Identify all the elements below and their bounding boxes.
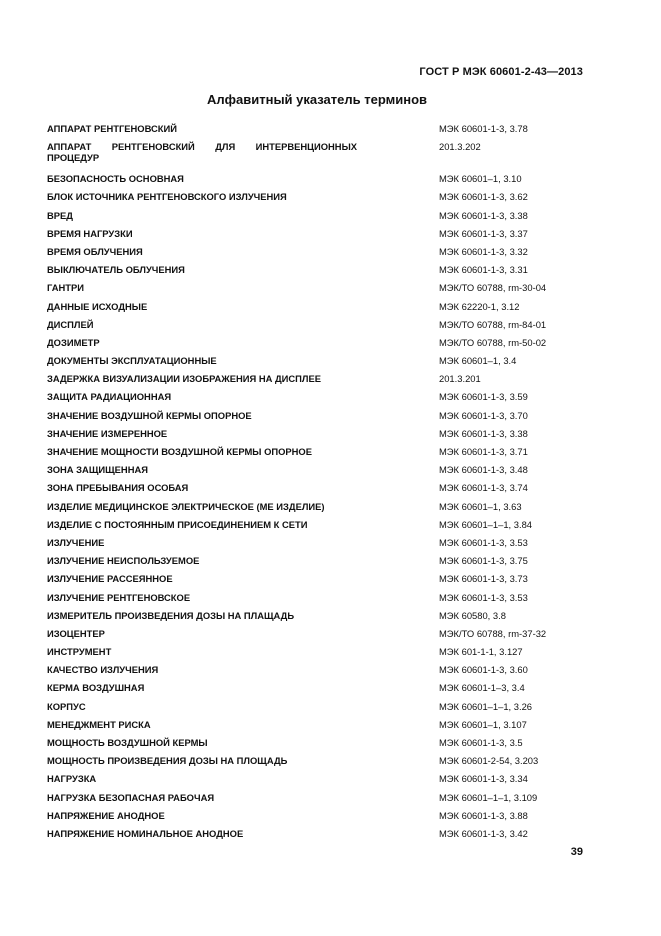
index-term: ДОКУМЕНТЫ ЭКСПЛУАТАЦИОННЫЕ (47, 355, 217, 367)
index-term: ИЗЛУЧЕНИЕ РАССЕЯННОЕ (47, 573, 173, 585)
index-reference: МЭК 60601–1, 3.63 (439, 500, 522, 512)
index-term: ВРЕД (47, 209, 73, 221)
index-entry (47, 789, 587, 807)
index-entry (47, 716, 587, 734)
index-reference: МЭК 60601-1-3, 3.88 (439, 809, 528, 821)
index-entry (47, 807, 587, 825)
index-term: БЛОК ИСТОЧНИКА РЕНТГЕНОВСКОГО ИЗЛУЧЕНИЯ (47, 191, 287, 203)
document-header: ГОСТ Р МЭК 60601-2-43—2013 (419, 66, 583, 78)
term-index-list (47, 120, 587, 843)
index-reference: МЭК 60601-1-3, 3.38 (439, 427, 528, 439)
index-reference: МЭК 60601–1–1, 3.84 (439, 518, 532, 530)
index-term: НАГРУЗКА БЕЗОПАСНАЯ РАБОЧАЯ (47, 791, 215, 803)
index-entry (47, 138, 587, 170)
index-entry (47, 661, 587, 679)
index-reference: 201.3.202 (439, 141, 481, 153)
index-term: НАПРЯЖЕНИЕ АНОДНОЕ (47, 809, 165, 821)
index-reference: МЭК/ТО 60788, rm-30-04 (439, 282, 547, 294)
index-reference: МЭК 60601-1-3, 3.75 (439, 555, 528, 567)
index-entry (47, 243, 587, 261)
index-entry (47, 552, 587, 570)
index-reference: МЭК 601-1-1, 3.127 (439, 646, 523, 658)
index-term: НАГРУЗКА (47, 773, 97, 785)
index-term: ЗАДЕРЖКА ВИЗУАЛИЗАЦИИ ИЗОБРАЖЕНИЯ НА ДИСПЛЕЕ (47, 373, 321, 385)
index-term: КАЧЕСТВО ИЗЛУЧЕНИЯ (47, 664, 159, 676)
index-entry (47, 679, 587, 697)
index-reference: МЭК 60601-1-3, 3.31 (439, 264, 528, 276)
index-reference: МЭК 60601–1, 3.107 (439, 718, 527, 730)
index-reference: МЭК 60601-2-54, 3.203 (439, 755, 539, 767)
index-term: ИЗЛУЧЕНИЕ НЕИСПОЛЬЗУЕМОЕ (47, 555, 200, 567)
index-reference: МЭК 60601-1-3, 3.5 (439, 737, 523, 748)
index-entry (47, 589, 587, 607)
index-term: КЕРМА ВОЗДУШНАЯ (47, 682, 145, 694)
index-term: ЗНАЧЕНИЕ ВОЗДУШНОЙ КЕРМЫ ОПОРНОЕ (47, 409, 252, 421)
index-term: МОЩНОСТЬ ПРОИЗВЕДЕНИЯ ДОЗЫ НА ПЛОЩАДЬ (47, 755, 288, 767)
index-reference: МЭК 60601-1-3, 3.71 (439, 446, 528, 457)
index-entry (47, 443, 587, 461)
index-term: АППАРАТ РЕНТГЕНОВСКИЙ (47, 123, 177, 134)
index-term: ДОЗИМЕТР (47, 336, 100, 348)
index-entry (47, 334, 587, 352)
index-term: ИЗЛУЧЕНИЕ РЕНТГЕНОВСКОЕ (47, 591, 191, 603)
index-entry (47, 734, 587, 752)
index-term: АППАРАТ РЕНТГЕНОВСКИЙ ДЛЯ ИНТЕРВЕНЦИОННЫХ ПРОЦЕДУР (47, 141, 357, 164)
index-term: МОЩНОСТЬ ВОЗДУШНОЙ КЕРМЫ (47, 737, 208, 748)
index-entry (47, 388, 587, 406)
index-reference: МЭК/ТО 60788, rm-50-02 (439, 336, 547, 348)
index-term: ВРЕМЯ НАГРУЗКИ (47, 227, 133, 239)
index-reference: МЭК 60601-1–3, 3.4 (439, 682, 525, 694)
index-term: ЗОНА ЗАЩИЩЕННАЯ (47, 464, 148, 476)
index-entry (47, 770, 587, 788)
index-entry (47, 370, 587, 388)
index-reference: МЭК 60580, 3.8 (439, 609, 506, 621)
index-term: НАПРЯЖЕНИЕ НОМИНАЛЬНОЕ АНОДНОЕ (47, 827, 244, 839)
index-entry (47, 607, 587, 625)
index-reference: МЭК 60601–1–1, 3.109 (439, 791, 538, 803)
index-entry (47, 298, 587, 316)
index-term: ЗАЩИТА РАДИАЦИОННАЯ (47, 391, 172, 403)
index-term: ИЗМЕРИТЕЛЬ ПРОИЗВЕДЕНИЯ ДОЗЫ НА ПЛАЩАДЬ (47, 609, 295, 621)
index-reference: МЭК 60601–1–1, 3.26 (439, 700, 532, 712)
page-number: 39 (570, 846, 583, 858)
index-term: ДИСПЛЕЙ (47, 318, 94, 330)
index-entry (47, 425, 587, 443)
index-term: ЗНАЧЕНИЕ ИЗМЕРЕННОЕ (47, 427, 168, 439)
index-entry (47, 752, 587, 770)
index-reference: МЭК 60601-1-3, 3.48 (439, 464, 528, 476)
index-reference: МЭК 62220-1, 3.12 (439, 300, 520, 312)
index-reference: МЭК 60601-1-3, 3.70 (439, 409, 528, 421)
index-entry (47, 825, 587, 843)
index-term: ИНСТРУМЕНТ (47, 646, 112, 658)
index-reference: МЭК 60601-1-3, 3.78 (439, 123, 528, 134)
index-reference: МЭК 60601-1-3, 3.62 (439, 191, 528, 203)
page-title: Алфавитный указатель терминов (206, 92, 428, 107)
index-entry (47, 534, 587, 552)
index-entry (47, 698, 587, 716)
index-reference: МЭК 60601-1-3, 3.37 (439, 227, 528, 239)
index-entry (47, 316, 587, 334)
index-entry (47, 643, 587, 661)
index-reference: МЭК/ТО 60788, rm-84-01 (439, 318, 547, 330)
index-reference: МЭК 60601-1-3, 3.74 (439, 482, 528, 494)
index-reference: МЭК 60601-1-3, 3.53 (439, 536, 528, 548)
index-reference: МЭК 60601-1-3, 3.32 (439, 245, 528, 257)
index-reference: МЭК 60601–1, 3.10 (439, 173, 522, 185)
index-term: МЕНЕДЖМЕНТ РИСКА (47, 718, 151, 730)
index-term: ИЗДЕЛИЕ МЕДИЦИНСКОЕ ЭЛЕКТРИЧЕСКОЕ (МЕ ИЗДЕЛИЕ) (47, 500, 325, 512)
index-entry (47, 170, 587, 188)
index-entry (47, 407, 587, 425)
index-reference: МЭК 60601-1-3, 3.73 (439, 573, 528, 585)
index-term: ЗОНА ПРЕБЫВАНИЯ ОСОБАЯ (47, 482, 189, 494)
index-term: ИЗЛУЧЕНИЕ (47, 536, 105, 548)
index-term: ИЗОЦЕНТЕР (47, 627, 105, 639)
index-entry (47, 188, 587, 206)
index-entry (47, 352, 587, 370)
index-term: ИЗДЕЛИЕ С ПОСТОЯННЫМ ПРИСОЕДИНЕНИЕМ К СЕТИ (47, 518, 308, 530)
index-term: ВРЕМЯ ОБЛУЧЕНИЯ (47, 245, 143, 257)
index-reference: МЭК 60601-1-3, 3.38 (439, 209, 528, 221)
index-term: ВЫКЛЮЧАТЕЛЬ ОБЛУЧЕНИЯ (47, 264, 185, 276)
index-entry (47, 570, 587, 588)
index-reference: МЭК 60601-1-3, 3.60 (439, 664, 528, 676)
index-entry (47, 207, 587, 225)
index-reference: МЭК/ТО 60788, rm-37-32 (439, 627, 547, 639)
index-term: ГАНТРИ (47, 282, 84, 294)
index-reference: МЭК 60601-1-3, 3.59 (439, 391, 528, 403)
index-term: БЕЗОПАСНОСТЬ ОСНОВНАЯ (47, 173, 184, 185)
index-entry (47, 479, 587, 497)
index-entry (47, 120, 587, 138)
index-reference: 201.3.201 (439, 373, 481, 385)
index-entry (47, 225, 587, 243)
index-entry (47, 279, 587, 297)
index-entry (47, 261, 587, 279)
index-term: КОРПУС (47, 700, 86, 712)
index-reference: МЭК 60601-1-3, 3.34 (439, 773, 528, 785)
index-entry (47, 625, 587, 643)
index-entry (47, 516, 587, 534)
index-reference: МЭК 60601-1-3, 3.42 (439, 827, 528, 839)
index-term: ЗНАЧЕНИЕ МОЩНОСТИ ВОЗДУШНОЙ КЕРМЫ ОПОРНОЕ (47, 446, 312, 457)
index-reference: МЭК 60601–1, 3.4 (439, 355, 517, 367)
index-entry (47, 461, 587, 479)
index-entry (47, 498, 587, 516)
index-term: ДАННЫЕ ИСХОДНЫЕ (47, 300, 148, 312)
index-reference: МЭК 60601-1-3, 3.53 (439, 591, 528, 603)
